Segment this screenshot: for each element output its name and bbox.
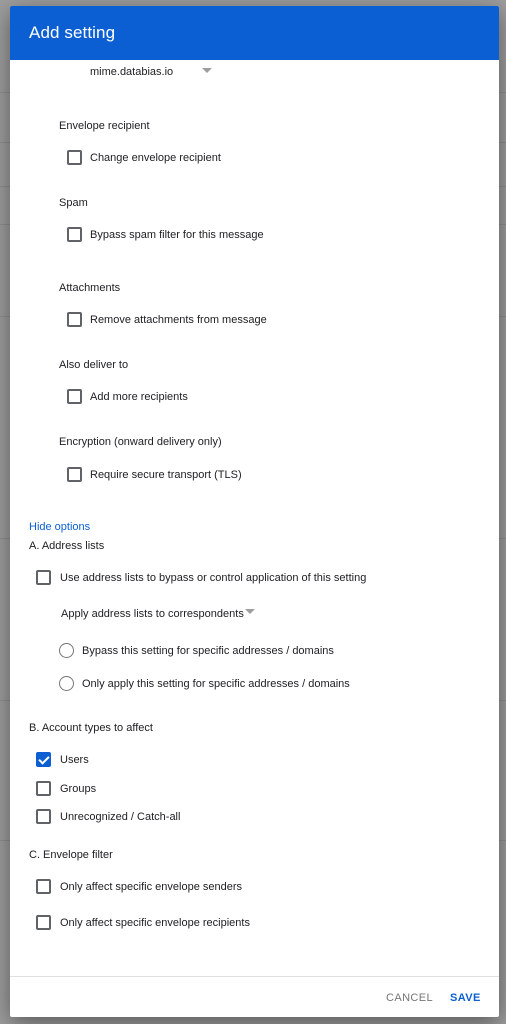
add-setting-dialog <box>10 6 499 1017</box>
dialog-title: Add setting <box>29 23 116 42</box>
save-button[interactable]: SAVE <box>450 992 481 1004</box>
bypass-specific-addresses-radio[interactable] <box>59 643 74 658</box>
remove-attachments-checkbox[interactable] <box>67 312 82 327</box>
dialog-header <box>10 6 499 60</box>
bypass-specific-addresses-label[interactable]: Bypass this setting for specific addresses / domains <box>82 645 334 657</box>
envelope-recipients-label[interactable]: Only affect specific envelope recipients <box>60 917 250 929</box>
require-tls-label[interactable]: Require secure transport (TLS) <box>90 469 242 481</box>
add-more-recipients-label[interactable]: Add more recipients <box>90 391 188 403</box>
chevron-down-icon[interactable] <box>202 68 212 73</box>
only-apply-specific-addresses-radio[interactable] <box>59 676 74 691</box>
section-heading-also-deliver: Also deliver to <box>59 359 129 371</box>
apply-address-lists-select[interactable]: Apply address lists to correspondents <box>61 608 244 620</box>
groups-label[interactable]: Groups <box>60 783 97 795</box>
users-label[interactable]: Users <box>60 754 89 766</box>
section-heading-envelope-recipient: Envelope recipient <box>59 120 150 132</box>
bypass-spam-filter-label[interactable]: Bypass spam filter for this message <box>90 229 264 241</box>
chevron-down-icon[interactable] <box>245 609 255 614</box>
envelope-senders-checkbox[interactable] <box>36 879 51 894</box>
section-heading-encryption: Encryption (onward delivery only) <box>59 436 222 448</box>
add-more-recipients-checkbox[interactable] <box>67 389 82 404</box>
unrecognized-catch-all-label[interactable]: Unrecognized / Catch-all <box>60 811 181 823</box>
section-heading-envelope-filter: C. Envelope filter <box>29 849 113 861</box>
footer-divider <box>10 976 499 977</box>
remove-attachments-label[interactable]: Remove attachments from message <box>90 314 267 326</box>
envelope-recipients-checkbox[interactable] <box>36 915 51 930</box>
domain-select[interactable]: mime.databias.io <box>90 66 174 78</box>
cancel-button[interactable]: CANCEL <box>386 992 434 1004</box>
envelope-senders-label[interactable]: Only affect specific envelope senders <box>60 881 243 893</box>
change-envelope-recipient-label[interactable]: Change envelope recipient <box>90 152 221 164</box>
unrecognized-catch-all-checkbox[interactable] <box>36 809 51 824</box>
change-envelope-recipient-checkbox[interactable] <box>67 150 82 165</box>
require-tls-checkbox[interactable] <box>67 467 82 482</box>
section-heading-attachments: Attachments <box>59 282 121 294</box>
section-heading-spam: Spam <box>59 197 88 209</box>
use-address-lists-label[interactable]: Use address lists to bypass or control application of this setting <box>60 572 367 584</box>
only-apply-specific-addresses-label[interactable]: Only apply this setting for specific addresses / domains <box>82 678 350 690</box>
groups-checkbox[interactable] <box>36 781 51 796</box>
section-heading-account-types: B. Account types to affect <box>29 722 153 734</box>
section-heading-address-lists: A. Address lists <box>29 540 105 552</box>
users-checkbox[interactable] <box>36 752 51 767</box>
bypass-spam-filter-checkbox[interactable] <box>67 227 82 242</box>
use-address-lists-checkbox[interactable] <box>36 570 51 585</box>
hide-options-link[interactable]: Hide options <box>29 521 91 533</box>
